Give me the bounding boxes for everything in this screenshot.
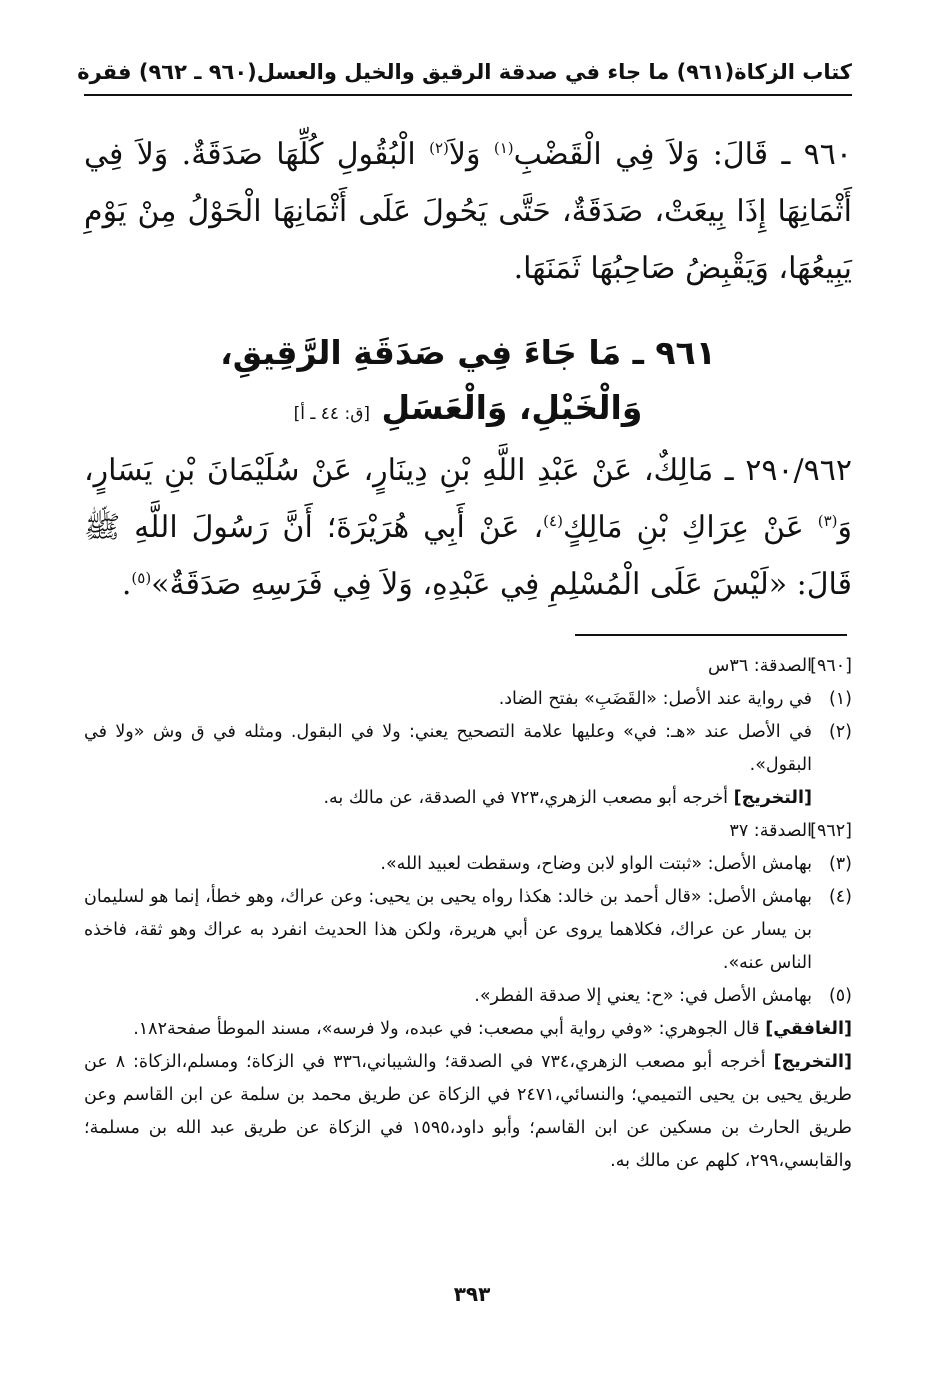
- header-book-title: كتاب الزكاة: [734, 60, 852, 84]
- footnotes: [84, 650, 852, 1178]
- paragraph-960: [84, 126, 852, 297]
- note-960-text: الصدقة: ٣٦س: [708, 656, 812, 676]
- footnote-2-text: في الأصل عند «هـ: في» وعليها علامة التصحيح يعني: ولا في البقول. ومثله في ق وش «ولا في البقول».: [84, 722, 812, 775]
- footnote-ref-1: (١): [493, 139, 514, 157]
- footnote-4-text: بهامش الأصل: «قال أحمد بن خالد: هكذا رواه يحيى بن يحيى: وعن عراك، وهو خطأ، إنما هو لسليمان بن يسار عن عراك، فكلاهما يروى عن أبي هريرة، ولكن هذا الحديث انفرد به عراك وهو ثقة، فاخذه الناس عنه».: [84, 887, 812, 973]
- footnote-2-label: (٢): [828, 722, 852, 742]
- note-960-label: [٩٦٠]: [810, 656, 852, 676]
- takhrij-962-tag: [التخريج]: [773, 1052, 852, 1072]
- takhrij-960-tag: [التخريج]: [733, 788, 812, 808]
- ghafiqi-tag: [الغافقي]: [765, 1019, 852, 1039]
- p962-text-d: .: [121, 567, 132, 602]
- footnote-1: [84, 683, 852, 716]
- p960-text-c: الْبُقُولِ كُلِّهَا صَدَقَةٌ. وَلاَ فِي أَثْمَانِهَا إِذَا بِيعَتْ، صَدَقَةٌ، حَتَّى يَحُولَ عَلَى أَثْمَانِهَا الْحَوْلُ مِنْ يَوْمِ يَبِيعُهَا، وَيَقْبِضُ صَاحِبُهَا ثَمَنَهَا.: [84, 137, 852, 286]
- footnote-5-label: (٥): [828, 986, 852, 1006]
- footnote-4: [84, 881, 852, 980]
- p962-text-b: عَنْ عِرَاكِ بْنِ مَالِكٍ: [562, 510, 818, 545]
- footnote-2: [84, 716, 852, 782]
- p962-text-a: ٢٩٠/٩٦٢ ـ مَالِكٌ، عَنْ عَبْدِ اللَّهِ بْنِ دِينَارٍ، عَنْ سُلَيْمَانَ بْنِ يَسَارٍ، وَ: [84, 453, 852, 545]
- takhrij-962-text: أخرجه أبو مصعب الزهري،٧٣٤ في الصدقة؛ والشيباني،٣٣٦ في الزكاة؛ ومسلم،الزكاة: ٨ عن طريق يحيى بن يحيى التميمي؛ والنسائي،٢٤٧١ في الزكاة عن طريق محمد بن سلمة عن ابن القاسم وعن طريق الحارث بن مسكين عن ابن القاسم؛ وأبو داود،١٥٩٥ في الزكاة عن طريق عبد الله بن مسلمة؛ والقابسي،٢٩٩، كلهم عن مالك به.: [84, 1052, 852, 1171]
- ghafiqi-note: [84, 1013, 852, 1046]
- footnote-ref-2: (٢): [429, 139, 449, 157]
- manuscript-ref: [ق: ٤٤ ـ أ]: [293, 404, 371, 424]
- paragraph-962: [84, 442, 852, 613]
- header-paragraph-range: (٩٦٠ ـ ٩٦٢) فقرة: [77, 60, 257, 84]
- footnote-5-text: بهامش الأصل في: «ح: يعني إلا صدقة الفطر».: [474, 986, 812, 1006]
- section-heading-961: [84, 325, 852, 442]
- footnote-3-label: (٣): [828, 854, 852, 874]
- footnote-ref-3: (٣): [817, 512, 838, 530]
- p960-text-b: وَلاَ: [448, 137, 494, 172]
- heading-line-2: وَالْخَيْلِ، وَالْعَسَلِ: [381, 388, 643, 427]
- p960-text-a: ٩٦٠ ـ قَالَ: وَلاَ فِي الْقَضْبِ: [513, 137, 852, 172]
- header-chapter-title: (٩٦١) ما جاء في صدقة الرقيق والخيل والعسل: [256, 60, 735, 84]
- footnote-5: [84, 980, 852, 1013]
- note-962: [84, 815, 852, 848]
- footnote-1-label: (١): [828, 689, 852, 709]
- takhrij-960: [84, 782, 852, 815]
- footnote-3: [84, 848, 852, 881]
- note-960: [84, 650, 852, 683]
- footnote-1-text: في رواية عند الأصل: «القَضَبِ» بفتح الضاد.: [498, 689, 812, 709]
- note-962-label: [٩٦٢]: [810, 821, 852, 841]
- p962-text-c: ، عَنْ أَبِي هُرَيْرَةَ؛ أَنَّ رَسُولَ اللَّهِ ﷺ قَالَ: «لَيْسَ عَلَى الْمُسْلِمِ فِي عَبْدِهِ، وَلاَ فِي فَرَسِهِ صَدَقَةٌ»: [84, 510, 852, 602]
- running-header: [77, 50, 852, 96]
- footnote-3-text: بهامش الأصل: «ثبتت الواو لابن وضاح، وسقطت لعبيد الله».: [380, 854, 812, 874]
- takhrij-960-text: أخرجه أبو مصعب الزهري،٧٢٣ في الصدقة، عن مالك به.: [323, 788, 734, 808]
- takhrij-962: [84, 1046, 852, 1178]
- footnote-ref-5: (٥): [131, 569, 152, 587]
- footnote-divider: [575, 634, 847, 636]
- heading-line-2-wrap: [84, 380, 852, 442]
- page-number: ٣٩٣: [453, 1282, 491, 1306]
- footnote-4-label: (٤): [828, 887, 852, 907]
- footnote-ref-4: (٤): [543, 512, 563, 530]
- ghafiqi-text: قال الجوهري: «وفي رواية أبي مصعب: في عبده، ولا فرسه»، مسند الموطأ صفحة١٨٢.: [133, 1019, 766, 1039]
- heading-line-1: ٩٦١ ـ مَا جَاءَ فِي صَدَقَةِ الرَّقِيقِ،: [220, 333, 716, 372]
- note-962-text: الصدقة: ٣٧: [729, 821, 812, 841]
